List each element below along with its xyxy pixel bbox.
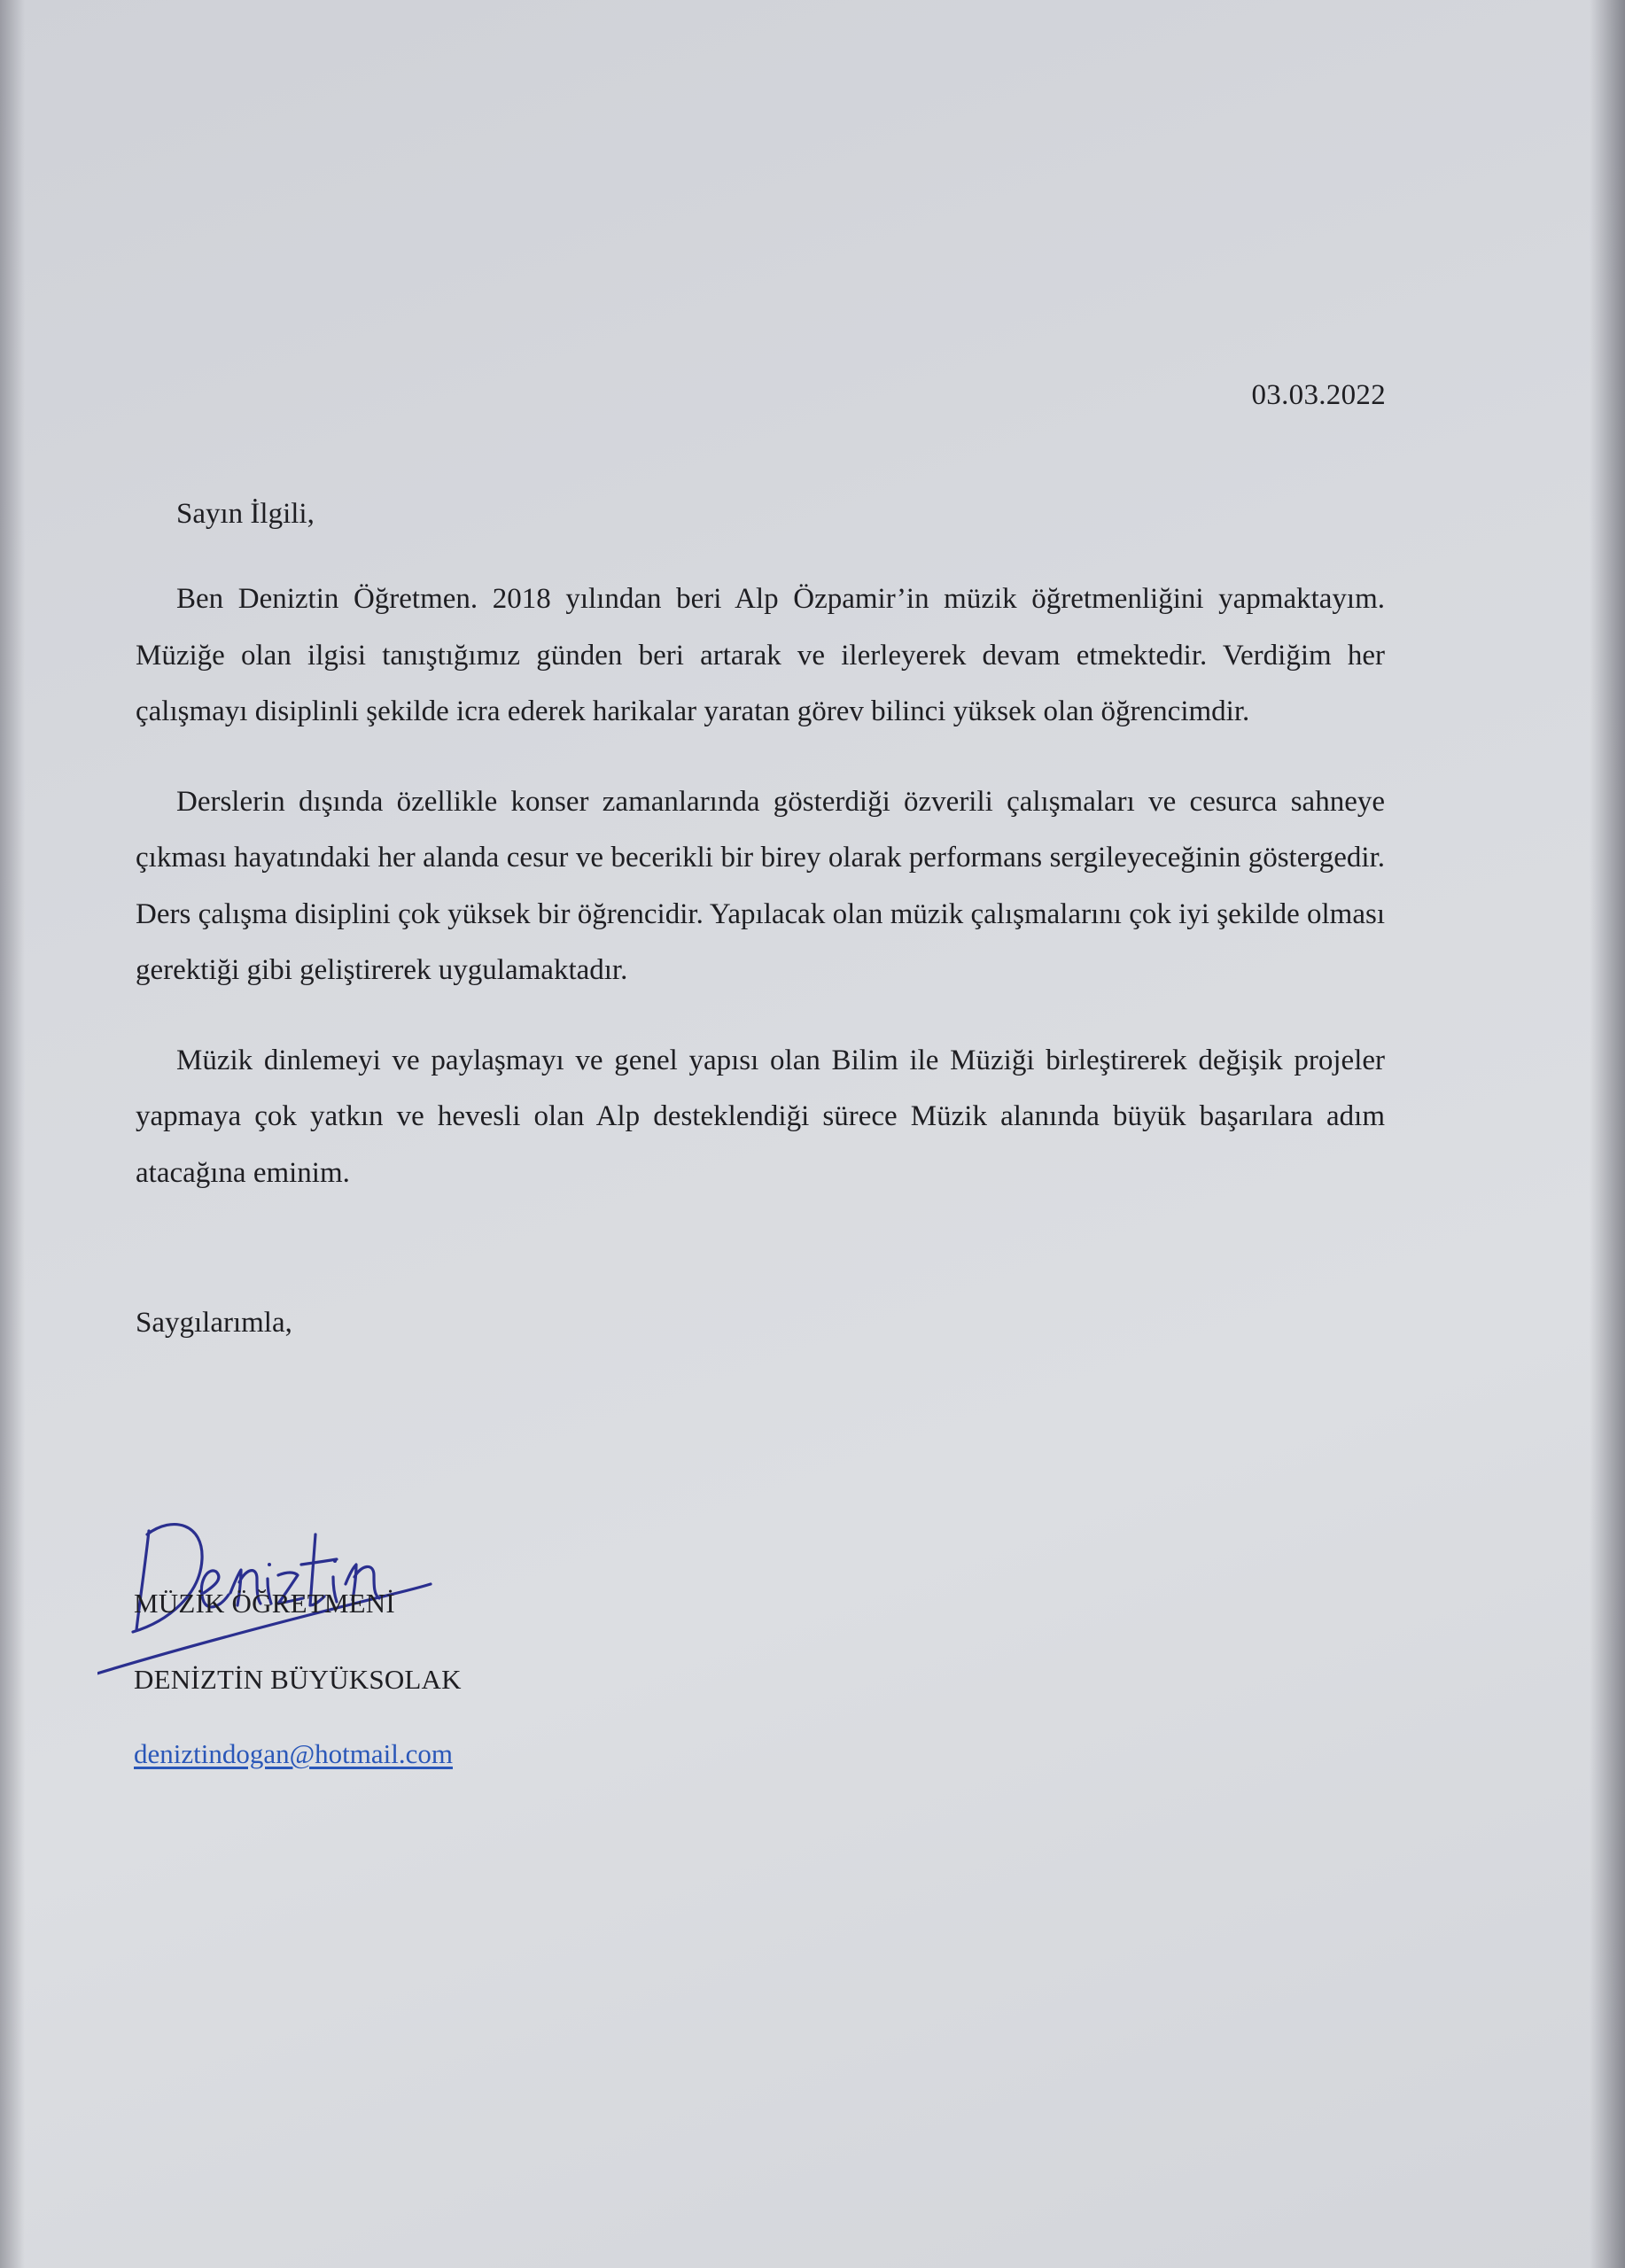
page-edge-shadow-right — [1590, 0, 1625, 2268]
signer-email-link[interactable]: deniztindogan@hotmail.com — [134, 1738, 453, 1769]
letter-body — [136, 571, 1385, 1235]
body-paragraph-2: Derslerin dışında özellikle konser zamanlarında gösterdiği özverili çalışmaları ve cesurca sahneye çıkması hayatındaki her alanda cesur ve becerikli bir birey olarak performans sergileyeceğinin göstergedir. Ders çalışma disiplini çok yüksek bir öğrencidir. Yapılacak olan müzik çalışmalarını çok iyi şekilde olması gerektiği gibi geliştirerek uygulamaktadır. — [136, 785, 1385, 986]
signer-name: DENİZTİN BÜYÜKSOLAK — [134, 1664, 462, 1695]
signer-title: MÜZİK ÖĞRETMENİ — [134, 1588, 395, 1619]
body-paragraph-1: Ben Deniztin Öğretmen. 2018 yılından beri Alp Özpamir’in müzik öğretmenliğini yapmaktayım. Müziğe olan ilgisi tanıştığımız günden beri artarak ve ilerleyerek devam etmektedir. Verdiğim her çalışmayı disiplinli şekilde icra ederek harikalar yaratan görev bilinci yüksek olan öğrencimdir. — [136, 583, 1385, 727]
page-edge-shadow-left — [0, 0, 25, 2268]
letter-date: 03.03.2022 — [1251, 379, 1386, 411]
body-paragraph-3: Müzik dinlemeyi ve paylaşmayı ve genel yapısı olan Bilim ile Müziği birleştirerek değişik projeler yapmaya çok yatkın ve hevesli olan Alp desteklendiği sürece Müzik alanında büyük başarılara adım atacağına eminim. — [136, 1044, 1385, 1189]
closing: Saygılarımla, — [136, 1307, 292, 1339]
handwritten-signature — [97, 1480, 434, 1692]
salutation: Sayın İlgili, — [176, 498, 315, 530]
